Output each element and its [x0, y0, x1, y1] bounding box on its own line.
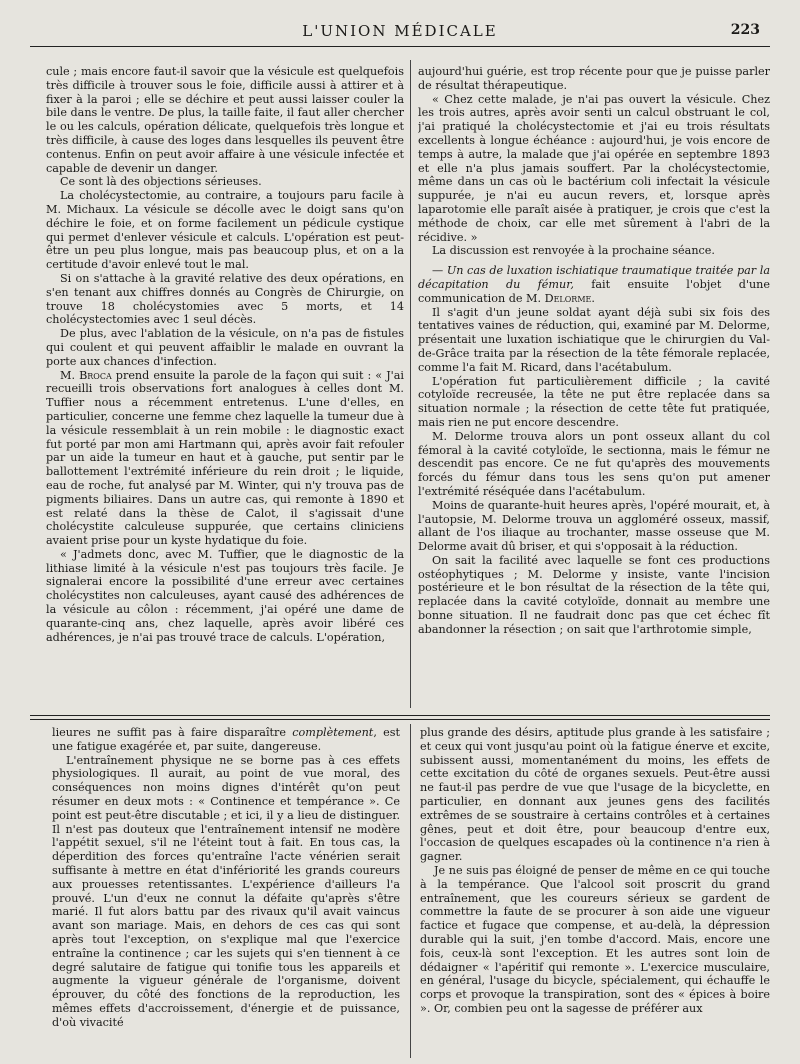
paragraph: Il s'agit d'un jeune soldat ayant déjà subi six fois des tentatives vaines de réduction, qui, examiné par M. Delorme, présentait une luxation ischiatique que le chirurgien du Val-de-Grâce traita par la résection de la tête fémorale replacée, comme l'a fait M. Ricard, dans l'acétabulum. — [418, 305, 770, 374]
paragraph: cule ; mais encore faut-il savoir que la vésicule est quelquefois très difficile à trouver sous le foie, difficile aussi à attirer et à fixer à la paroi ; elle se déchire et peut aussi laisser couler la bile dans le ventre. De plus, la taille faite, il faut aller chercher le ou les calculs, opération délicate, quelquefois très longue et très difficile, à cause des loges dans lesquelles ils peuvent être contenus. Enfin on peut avoir affaire à une vésicule infectée et capable de devenir un danger. — [46, 65, 404, 175]
column-divider — [410, 724, 411, 1058]
paragraph — [52, 726, 400, 754]
paragraph: La discussion est renvoyée à la prochaine séance. — [432, 244, 715, 258]
text-run: — — [432, 264, 447, 278]
text-run: . — [591, 291, 595, 305]
column-bottom-right — [420, 726, 770, 1056]
section-rule — [30, 715, 770, 716]
paragraph: aujourd'hui guérie, est trop récente pour que je puisse parler de résultat thérapeutique. — [418, 65, 770, 92]
page-number: 223 — [730, 22, 760, 38]
header-rule — [30, 46, 770, 47]
emphasis: complètement — [292, 726, 374, 739]
paragraph: « J'admets donc, avec M. Tuffier, que le diagnostic de la lithiase limité à la vésicule n'est pas toujours très facile. Je signalerai encore la possibilité d'une erreur avec certaines cholécystites non calculeuses, ayant causé des adhérences de la vésicule au côlon : récemment, j'ai opéré une dame de quarante-cinq ans, chez laquelle, après avoir libéré ces adhérences, je n'ai pas trouvé trace de calculs. L'opération, — [46, 547, 404, 644]
column-top-left — [46, 65, 404, 705]
paragraph: Ce sont là des objections sérieuses. — [60, 175, 262, 189]
paragraph: Je ne suis pas éloigné de penser de même en ce qui touche à la tempérance. Que l'alcool soit proscrit du grand entraînement, que les coureurs sérieux se gardent de commettre la faute de se procurer à son aide une vigueur factice et fugace que compense, et au-delà, la dépression durable qui la suit, j'en tombe d'accord. Mais, encore une fois, ceux-là sont l'exception. Et les autres sont loin de dédaigner « l'apéritif qui remonte ». L'exercice musculaire, en général, l'usage du bicycle, spécialement, qui échauffe le corps et provoque la transpiration, sont des « épices à boire ». Or, combien peu ont la sagesse de préférer aux — [420, 863, 770, 1015]
paragraph: Si on s'attache à la gravité relative des deux opérations, en s'en tenant aux chiffres donnés au Congrès de Chirurgie, on trouve 18 cholécystomies avec 5 morts, et 14 cholécystectomies avec 1 seul décès. — [46, 271, 404, 327]
paragraph: La cholécystectomie, au contraire, a toujours paru facile à M. Michaux. La vésicule se décolle avec le doigt sans qu'on déchire le foie, et on forme facilement un pédicule cystique qui permet d'enlever vésicule et calculs. L'opération est peut-être un peu plus longue, mais pas beaucoup plus, et on a la certitude d'avoir enlevé tout le mal. — [46, 189, 404, 272]
column-bottom-left — [52, 726, 400, 1056]
journal-title: L'UNION MÉDICALE — [302, 22, 498, 40]
speaker-name: Broca — [79, 368, 112, 382]
case-title: Un cas de luxation ischiatique traumatique traitée par la décapitation du fémur, — [418, 264, 770, 291]
paragraph — [418, 264, 770, 305]
text-run: prend ensuite la parole de la façon qui suit : « J'ai recueilli trois observations fort analogues à celles dont M. Tuffier nous a récemment entretenus. L'une d'elles, en particulier, concerne une femme chez laquelle la tumeur due à la vésicule ressemblait à un rein mobile : le diagnostic exact fut porté par mon ami Hartmann qui, après avoir fait refouler par un aide la tumeur en haut et à gauche, put sentir par le ballottement l'extrémité inférieure du rein droit ; le liquide, eau de roche, fut analysé par M. Winter, qui n'y trouva pas de pigments biliaires. Dans un autre cas, qui remonte à 1890 et est relaté dans la thèse de Calot, il s'agissait d'une cholécystite calculeuse suppurée, que certains cliniciens avaient prise pour un kyste hydatique du foie. — [46, 368, 404, 548]
paragraph: Moins de quarante-huit heures après, l'opéré mourait, et, à l'autopsie, M. Delorme trouva un aggloméré osseux, massif, allant de l'os iliaque au trochanter, masse osseuse que M. Delorme avait dû briser, et qui s'opposait à la réduction. — [418, 498, 770, 554]
paragraph: « Chez cette malade, je n'ai pas ouvert la vésicule. Chez les trois autres, après avoir senti un calcul obstruant le col, j'ai pratiqué la cholécystectomie et j'ai eu trois résultats excellents à longue échéance : aujourd'hui, je vois encore de temps à autre, la malade que j'ai opérée en septembre 1893 et elle n'a plus jamais souffert. Par la cholécystectomie, même dans un cas où le bactérium coli infectait la vésicule suppurée, je n'ai eu aucun revers, et, lorsque après laparotomie elle paraît aisée à pratiquer, je crois que c'est la méthode de choix, car elle met sûrement à l'abri de la récidive. » — [418, 92, 770, 244]
text-run: M. — [60, 368, 80, 382]
paragraph — [46, 369, 404, 548]
text-run: fait ensuite l'objet d'une communication de M. — [418, 277, 770, 305]
paragraph: L'entraînement physique ne se borne pas à ces effets physiologiques. Il aurait, au point de vue moral, des conséquences non moins dignes d'intérêt qu'on peut résumer en deux mots : « Continence et tempérance ». Ce point est peut-être discutable ; et ici, il y a lieu de distinguer. Il n'est pas douteux que l'entraînement intensif ne modère l'appétit sexuel, s'il ne l'éteint tout à fait. En tous cas, la déperdition des forces qu'entraîne l'acte vénérien serait suffisante à mettre en état d'infériorité les grands coureurs aux prouesses retentissantes. L'expérience d'ailleurs l'a prouvé. L'un d'eux ne connut la défaite qu'après s'être marié. Il fut alors battu par des rivaux qu'il avait vaincus avant son mariage. Mais, en dehors de ces cas qui sont après tout l'exception, on s'explique mal que l'exercice entraîne la continence ; car les sujets qui s'en tiennent à ce degré salutaire de fatigue qui tonifie tous les appareils et augmente la vigueur générale de l'organisme, doivent éprouver, du côté des fonctions de la reproduction, les mêmes effets d'accroissement, d'énergie et de puissance, d'où vivacité — [52, 753, 400, 1029]
column-divider — [410, 60, 411, 708]
text-run: lieures ne suffit pas à faire disparaître — [52, 726, 293, 739]
paragraph: M. Delorme trouva alors un pont osseux allant du col fémoral à la cavité cotyloïde, le sectionna, mais le fémur ne descendit pas encore. Ce ne fut qu'après des mouvements forcés du fémur dans tous les sens qu'on put amener l'extrémité réséquée dans l'acétabulum. — [418, 429, 770, 498]
paragraph: De plus, avec l'ablation de la vésicule, on n'a pas de fistules qui coulent et qui peuvent affaiblir le malade en ouvrant la porte aux chances d'infection. — [46, 327, 404, 368]
page-header — [30, 20, 770, 44]
section-rule — [30, 719, 770, 720]
speaker-name: Delorme — [544, 291, 592, 305]
text-run: , est une fatigue exagérée et, par suite, dangereuse. — [52, 726, 400, 753]
paragraph: On sait la facilité avec laquelle se font ces productions ostéophytiques ; M. Delorme y insiste, vante l'incision postérieure et le bon résultat de la résection de la tête qui, replacée dans la cavité cotyloïde, donnait au membre une bonne situation. Il ne faudrait donc pas que cet échec fît abandonner la résection ; on sait que l'arthrotomie simple, — [418, 553, 770, 636]
paragraph: L'opération fut particulièrement difficile ; la cavité cotyloïde recreusée, la tête ne put être replacée dans sa situation normale ; la résection de cette tête fut pratiquée, mais rien ne put encore descendre. — [418, 374, 770, 429]
paragraph: plus grande des désirs, aptitude plus grande à les satisfaire ; et ceux qui vont jusqu'au point où la fatigue énerve et excite, subissent aussi, momentanément du moins, les effets de cette excitation du côté de organes sexuels. Peut-être aussi ne faut-il pas perdre de vue que l'usage de la bicyclette, en particulier, en donnant aux jeunes gens des facilités extrêmes de se soustraire à certains contrôles et à certaines gênes, peut et doit être, pour beaucoup d'entre eux, l'occasion de quelques escapades où la continence n'a rien à gagner. — [420, 726, 770, 864]
column-top-right — [418, 65, 770, 705]
